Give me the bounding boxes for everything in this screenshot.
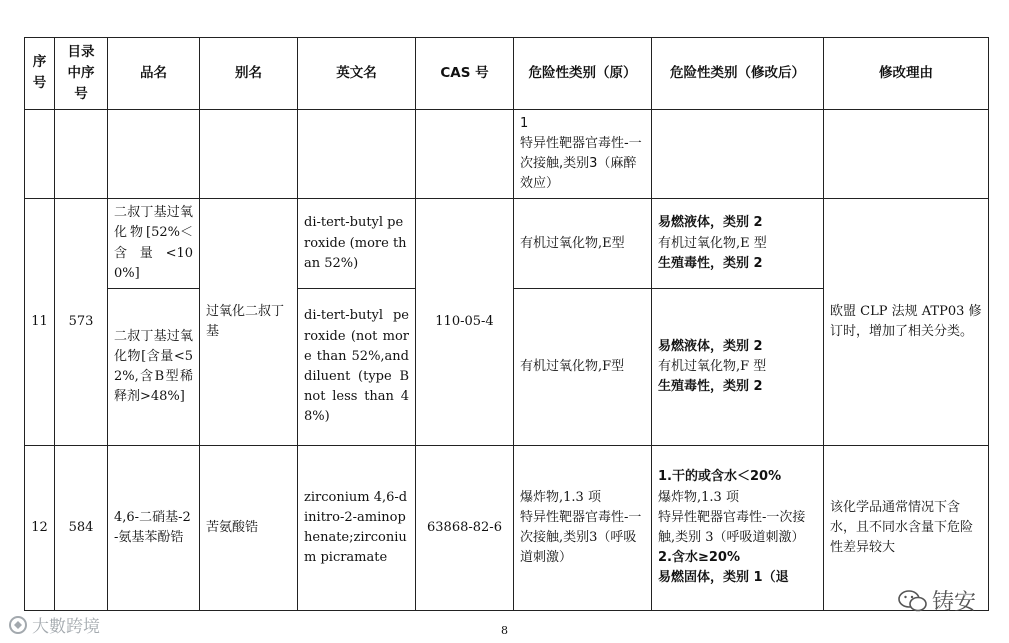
header-cas: CAS 号 bbox=[416, 38, 514, 110]
wechat-icon bbox=[898, 589, 928, 613]
row2-name: 4,6-二硝基-2-氨基苯酚锆 bbox=[108, 445, 200, 610]
hazard-line: 生殖毒性，类别 2 bbox=[658, 255, 763, 271]
header-alias: 别名 bbox=[200, 38, 298, 110]
row2-directory-seq: 584 bbox=[55, 445, 108, 610]
header-english-name: 英文名 bbox=[298, 38, 416, 110]
row2-seq: 12 bbox=[25, 445, 55, 610]
header-hazard-revised: 危险性类别（修改后） bbox=[652, 38, 824, 110]
row1-hazard-revised-a bbox=[652, 199, 824, 289]
hazard-line: 易燃液体，类别 2 bbox=[658, 338, 763, 354]
row1-english-b: di-tert-butyl peroxide (not more than 52%,and diluent (type B not less than 48%) bbox=[298, 288, 416, 445]
hazard-line: 易燃液体，类别 2 bbox=[658, 215, 763, 231]
row1-hazard-original-a: 有机过氧化物,E型 bbox=[514, 199, 652, 289]
row1-hazard-original-b: 有机过氧化物,F型 bbox=[514, 288, 652, 445]
hazard-line: 有机过氧化物,F 型 bbox=[658, 358, 767, 374]
hazard-line: 爆炸物,1.3 项 特异性靶器官毒性-一次接触,类别 3（呼吸道刺激） bbox=[658, 489, 806, 545]
header-reason: 修改理由 bbox=[824, 38, 989, 110]
header-directory-seq: 目录 中序 号 bbox=[55, 38, 108, 110]
row1-english-a: di-tert-butyl peroxide (more than 52%) bbox=[298, 199, 416, 289]
header-hazard-original: 危险性类别（原） bbox=[514, 38, 652, 110]
row0-hazard-original: 1 特异性靶器官毒性-一次接触,类别3（麻醉效应） bbox=[514, 109, 652, 199]
page-number: 8 bbox=[501, 624, 508, 637]
row2-english: zirconium 4,6-dinitro-2-aminophenate;zirconium picramate bbox=[298, 445, 416, 610]
watermark-right-text: 铸安 bbox=[932, 590, 977, 615]
row1-alias: 过氧化二叔丁基 bbox=[200, 199, 298, 446]
row1-directory-seq: 573 bbox=[55, 199, 108, 446]
hazard-line: 生殖毒性，类别 2 bbox=[658, 378, 763, 394]
table-row bbox=[25, 199, 989, 289]
hazard-line: 易燃固体，类别 1（退 bbox=[658, 570, 789, 586]
hazard-line: 有机过氧化物,E 型 bbox=[658, 235, 767, 251]
row2-cas: 63868-82-6 bbox=[416, 445, 514, 610]
row1-name-b: 二叔丁基过氧化物[含量<52%,含B型稀释剂>48%] bbox=[108, 288, 200, 445]
row1-reason: 欧盟 CLP 法规 ATP03 修订时，增加了相关分类。 bbox=[824, 199, 989, 446]
row1-name-a: 二叔丁基过氧化物[52%＜含量<100%] bbox=[108, 199, 200, 289]
header-seq: 序 号 bbox=[25, 38, 55, 110]
row2-reason: 该化学品通常情况下含水，且不同水含量下危险性差异较大 bbox=[824, 445, 989, 610]
header-name: 品名 bbox=[108, 38, 200, 110]
table-header-row bbox=[25, 38, 989, 110]
row1-hazard-revised-b bbox=[652, 288, 824, 445]
row2-hazard-revised bbox=[652, 445, 824, 610]
row2-hazard-original: 爆炸物,1.3 项 特异性靶器官毒性-一次接触,类别3（呼吸道刺激） bbox=[514, 445, 652, 610]
row1-cas: 110-05-4 bbox=[416, 199, 514, 446]
hazard-catalog-table bbox=[24, 37, 989, 611]
watermark-left-text: 大數跨境 bbox=[32, 617, 100, 637]
table-row bbox=[25, 109, 989, 199]
watermark-right bbox=[898, 585, 976, 616]
hazard-line: 2.含水≥20% bbox=[658, 550, 740, 566]
hazard-line: 1.干的或含水＜20% bbox=[658, 469, 782, 485]
row2-alias: 苦氨酸锆 bbox=[200, 445, 298, 610]
row1-seq: 11 bbox=[25, 199, 55, 446]
table-row bbox=[25, 445, 989, 610]
